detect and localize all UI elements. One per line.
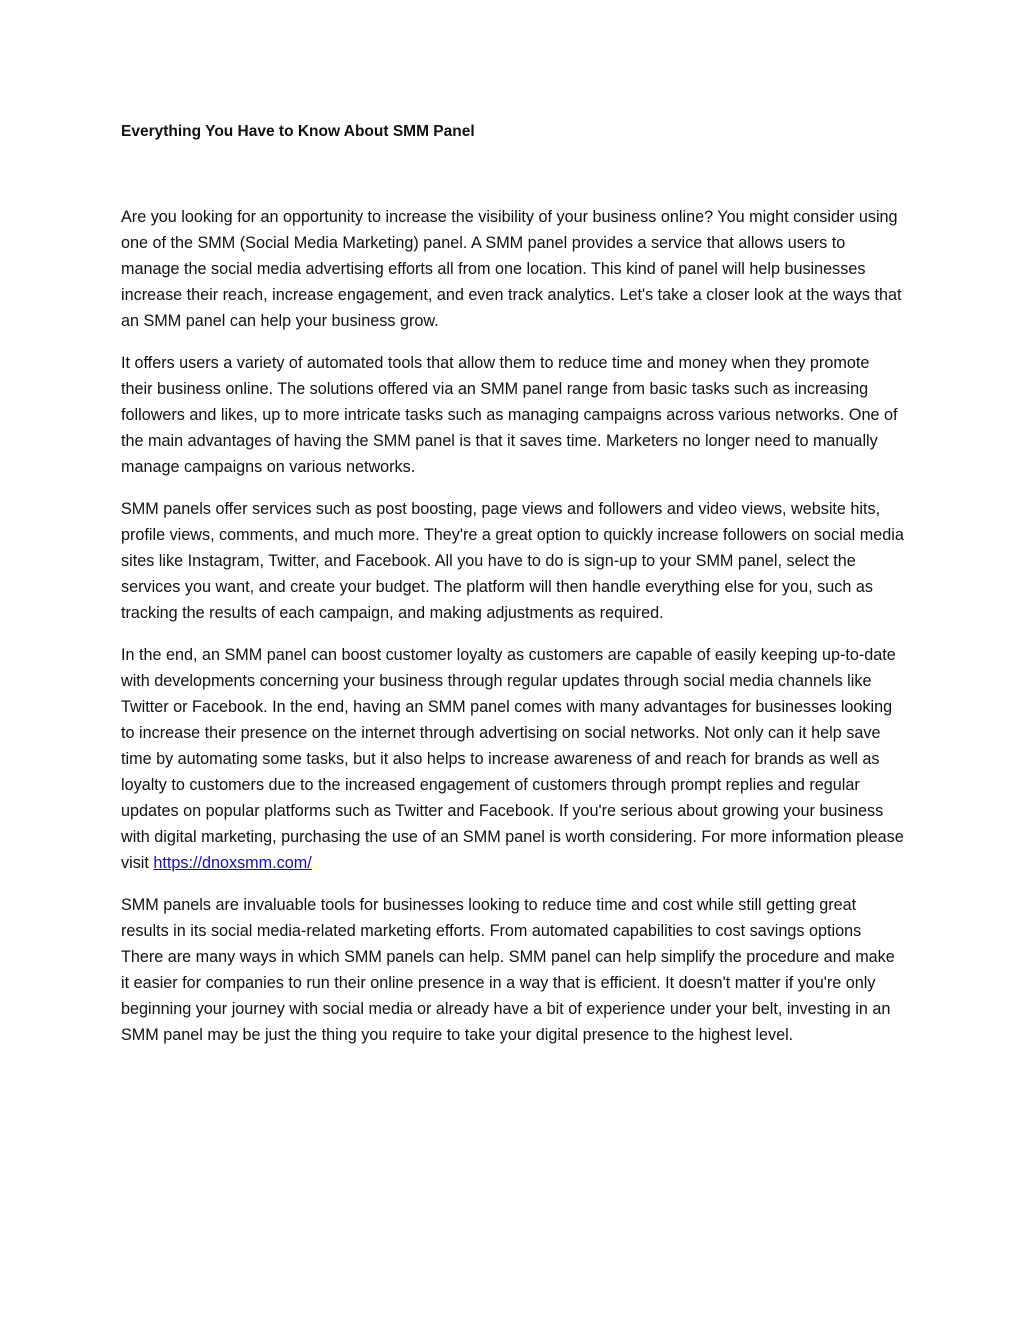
paragraph-1: Are you looking for an opportunity to increase the visibility of your business online? You might consider using one of the SMM (Social Media Marketing) panel. A SMM panel provides a service that allows users to manage the social media advertising efforts all from one location. This kind of panel will help businesses increase their reach, increase engagement, and even track analytics. Let's take a closer look at the ways that an SMM panel can help your business grow. [121,208,902,330]
document-body [121,204,905,1064]
website-link[interactable]: https://dnoxsmm.com/ [153,854,312,872]
paragraph-3: SMM panels offer services such as post boosting, page views and followers and video views, website hits, profile views, comments, and much more. They're a great option to quickly increase followers on social media sites like Instagram, Twitter, and Facebook. All you have to do is sign-up to your SMM panel, select the services you want, and create your budget. The platform will then handle everything else for you, such as tracking the results of each campaign, and making adjustments as required. [121,500,904,622]
document-title: Everything You Have to Know About SMM Panel [121,123,475,140]
paragraph-5: SMM panels are invaluable tools for businesses looking to reduce time and cost while still getting great results in its social media-related marketing efforts. From automated capabilities to cost savings options There are many ways in which SMM panels can help. SMM panel can help simplify the procedure and make it easier for companies to run their online presence in a way that is efficient. It doesn't matter if you're only beginning your journey with social media or already have a bit of experience under your belt, investing in an SMM panel may be just the thing you require to take your digital presence to the highest level. [121,896,895,1044]
paragraph-4-text: In the end, an SMM panel can boost customer loyalty as customers are capable of easily keeping up-to-date with developments concerning your business through regular updates through social media channels like Twitter or Facebook. In the end, having an SMM panel comes with many advantages for businesses looking to increase their presence on the internet through advertising on social networks. Not only can it help save time by automating some tasks, but it also helps to increase awareness of and reach for brands as well as loyalty to customers due to the increased engagement of customers through prompt replies and regular updates on popular platforms such as Twitter and Facebook. If you're serious about growing your business with digital marketing, purchasing the use of an SMM panel is worth considering. For more information please visit [121,646,904,872]
paragraph-2: It offers users a variety of automated tools that allow them to reduce time and money when they promote their business online. The solutions offered via an SMM panel range from basic tasks such as increasing followers and likes, up to more intricate tasks such as managing campaigns across various networks. One of the main advantages of having the SMM panel is that it saves time. Marketers no longer need to manually manage campaigns on various networks. [121,354,898,476]
paragraph-4 [121,642,905,876]
